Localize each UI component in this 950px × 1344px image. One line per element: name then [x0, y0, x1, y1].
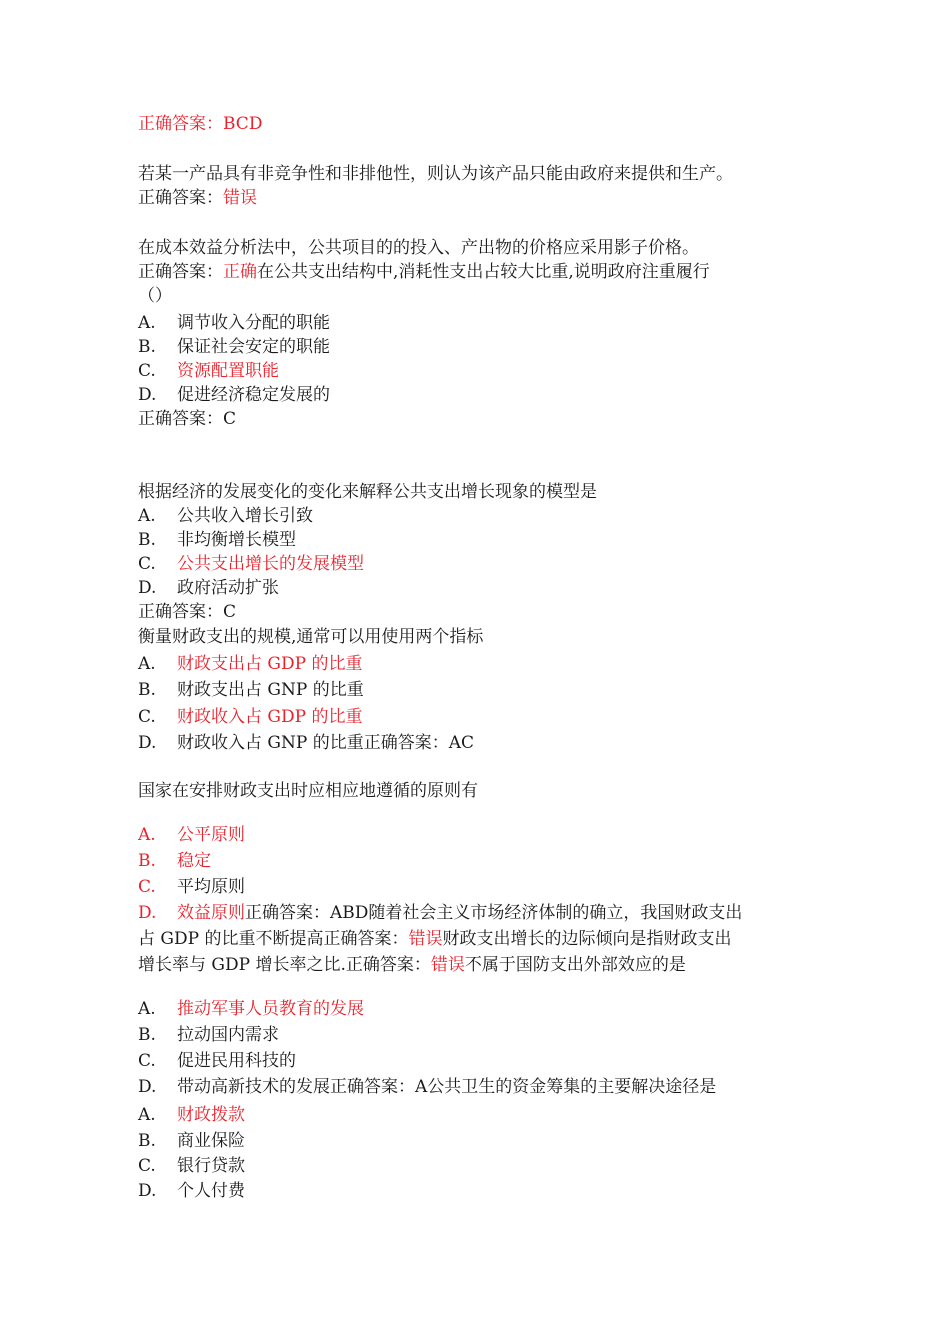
- answer-value: 错误: [408, 929, 443, 949]
- answer-value: 错误: [430, 955, 465, 975]
- option-item: C. 促进民用科技的: [138, 1051, 296, 1071]
- option-item: A. 公共收入增长引致: [138, 506, 313, 526]
- answer-line: 正确答案：BCD: [138, 114, 263, 134]
- answer-line: 正确答案：C: [138, 602, 237, 622]
- option-item: A. 公平原则: [138, 825, 245, 845]
- question-text: 在公共支出结构中,消耗性支出占较大比重,说明政府注重履行: [257, 262, 710, 282]
- option-item: A. 推动军事人员教育的发展: [138, 999, 364, 1019]
- option-item: C. 公共支出增长的发展模型: [138, 554, 364, 574]
- option-item: A. 调节收入分配的职能: [138, 313, 330, 333]
- answer-value: 正确: [223, 262, 257, 282]
- answer-value: 错误: [223, 188, 257, 208]
- paragraph-line: 占 GDP 的比重不断提高正确答案：错误财政支出增长的边际倾向是指财政支出: [138, 929, 732, 949]
- answer-line: 正确答案：A: [330, 1077, 428, 1097]
- question-text: 衡量财政支出的规模,通常可以用使用两个指标: [138, 627, 484, 647]
- option-item: C. 资源配置职能: [138, 361, 279, 381]
- option-item: A. 财政拨款: [138, 1105, 245, 1125]
- answer-line: 正确答案：ABD: [245, 903, 369, 923]
- question-text: 若某一产品具有非竞争性和非排他性，则认为该产品只能由政府来提供和生产。: [138, 164, 733, 184]
- option-item: C. 银行贷款: [138, 1156, 245, 1176]
- answer-line: 正确答案：C: [138, 409, 237, 429]
- option-item: D. 政府活动扩张: [138, 578, 279, 598]
- answer-line: 正确答案：错误: [138, 188, 257, 208]
- option-item: D. 促进经济稳定发展的: [138, 385, 330, 405]
- option-item: C. 平均原则: [138, 877, 245, 897]
- option-item: B. 财政支出占 GNP 的比重: [138, 680, 364, 700]
- paragraph-line: 增长率与 GDP 增长率之比.正确答案：错误不属于国防支出外部效应的是: [138, 955, 686, 975]
- option-item: C. 财政收入占 GDP 的比重: [138, 707, 363, 727]
- answer-line: 正确答案：正确在公共支出结构中,消耗性支出占较大比重,说明政府注重履行: [138, 262, 710, 282]
- option-item: B. 稳定: [138, 851, 211, 871]
- option-item: D. 个人付费: [138, 1181, 245, 1201]
- question-text: 不属于国防支出外部效应的是: [464, 955, 686, 975]
- answer-line: 正确答案：AC: [363, 733, 474, 753]
- question-text: （）: [138, 286, 172, 306]
- question-text: 根据经济的发展变化的变化来解释公共支出增长现象的模型是: [138, 482, 597, 502]
- option-item: D. 带动高新技术的发展正确答案：A公共卫生的资金筹集的主要解决途径是: [138, 1077, 717, 1097]
- option-item: A. 财政支出占 GDP 的比重: [138, 654, 363, 674]
- option-item: B. 非均衡增长模型: [138, 530, 296, 550]
- option-item: B. 商业保险: [138, 1131, 245, 1151]
- question-text: 在成本效益分析法中，公共项目的的投入、产出物的价格应采用影子价格。: [138, 238, 699, 258]
- option-item: D. 财政收入占 GNP 的比重正确答案：AC: [138, 733, 474, 753]
- question-text: 随着社会主义市场经济体制的确立，我国财政支出: [368, 903, 743, 923]
- option-item: D. 效益原则正确答案：ABD随着社会主义市场经济体制的确立，我国财政支出: [138, 903, 743, 923]
- question-text: 公共卫生的资金筹集的主要解决途径是: [427, 1077, 717, 1097]
- option-item: B. 保证社会安定的职能: [138, 337, 330, 357]
- option-item: B. 拉动国内需求: [138, 1025, 279, 1045]
- question-text: 国家在安排财政支出时应相应地遵循的原则有: [138, 781, 478, 801]
